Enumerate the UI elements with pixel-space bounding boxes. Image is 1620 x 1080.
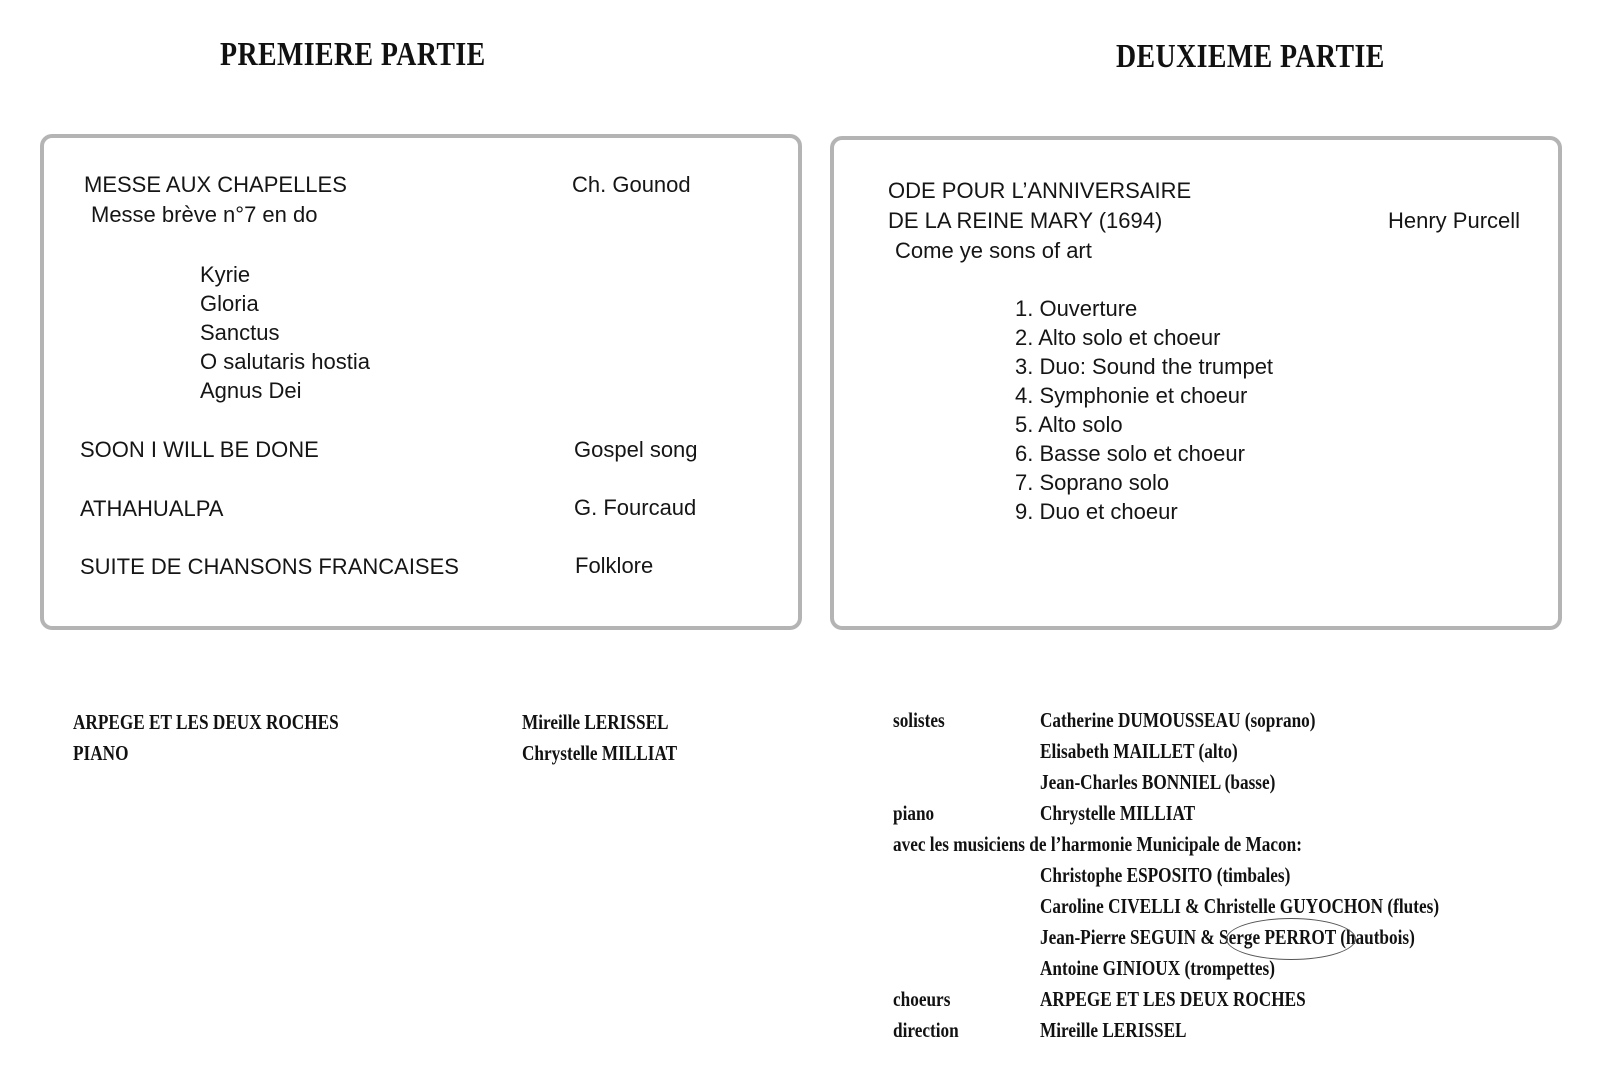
movement-item: 1. Ouverture [1015,296,1138,321]
movement-item: 2. Alto solo et choeur [1015,325,1221,350]
credit-role: ARPEGE ET LES DEUX ROCHES [73,710,339,734]
piece-title: ATHAHUALPA [80,496,224,521]
piece-title: ODE POUR L’ANNIVERSAIRE [888,178,1192,203]
credit-label-solistes: solistes [893,708,945,732]
movement-item: Kyrie [200,262,251,287]
piece-composer: Ch. Gounod [572,172,691,197]
musician-name: Antoine GINIOUX (trompettes) [1040,956,1275,980]
movement-item: 5. Alto solo [1015,412,1123,437]
piece-title: MESSE AUX CHAPELLES [84,172,347,197]
musician-name: Christophe ESPOSITO (timbales) [1040,863,1291,887]
musicians-intro: avec les musiciens de l’harmonie Municipale de Macon: [893,832,1302,856]
credit-role: PIANO [73,741,129,765]
part1-heading: PREMIERE PARTIE [220,36,486,73]
credit-label-direction: direction [893,1018,959,1042]
movement-item: 6. Basse solo et choeur [1015,441,1245,466]
piece-subtitle: Messe brève n°7 en do [91,202,318,227]
credit-label-choeurs: choeurs [893,987,951,1011]
movement-item: Sanctus [200,320,280,345]
piece-title: SUITE DE CHANSONS FRANCAISES [80,554,459,579]
movement-item: O salutaris hostia [200,349,370,374]
soloist-name: Catherine DUMOUSSEAU (soprano) [1040,708,1316,732]
piece-composer: Gospel song [574,437,698,462]
musician-name: Jean-Pierre SEGUIN & Serge PERROT (hautbois) [1040,925,1415,949]
movement-item: 3. Duo: Sound the trumpet [1015,354,1274,379]
musician-name: Caroline CIVELLI & Christelle GUYOCHON (flutes) [1040,894,1440,918]
soloist-name: Jean-Charles BONNIEL (basse) [1040,770,1276,794]
piece-composer: Folklore [575,553,654,578]
movement-item: 9. Duo et choeur [1015,499,1178,524]
pianist-name: Chrystelle MILLIAT [1040,801,1196,825]
credit-name: Mireille LERISSEL [522,710,669,734]
movement-item: 4. Symphonie et choeur [1015,383,1248,408]
piece-subtitle: Come ye sons of art [895,238,1092,263]
piece-composer: Henry Purcell [1388,208,1521,233]
choir-name: ARPEGE ET LES DEUX ROCHES [1040,987,1306,1011]
credit-label-piano: piano [893,801,935,825]
credit-name: Chrystelle MILLIAT [522,741,678,765]
piece-title: SOON I WILL BE DONE [80,437,319,462]
part2-heading: DEUXIEME PARTIE [1116,38,1385,75]
movement-item: Agnus Dei [200,378,302,403]
soloist-name: Elisabeth MAILLET (alto) [1040,739,1238,763]
movement-item: Gloria [200,291,259,316]
piece-title: DE LA REINE MARY (1694) [888,208,1163,233]
piece-composer: G. Fourcaud [574,495,697,520]
director-name: Mireille LERISSEL [1040,1018,1187,1042]
movement-item: 7. Soprano solo [1015,470,1170,495]
